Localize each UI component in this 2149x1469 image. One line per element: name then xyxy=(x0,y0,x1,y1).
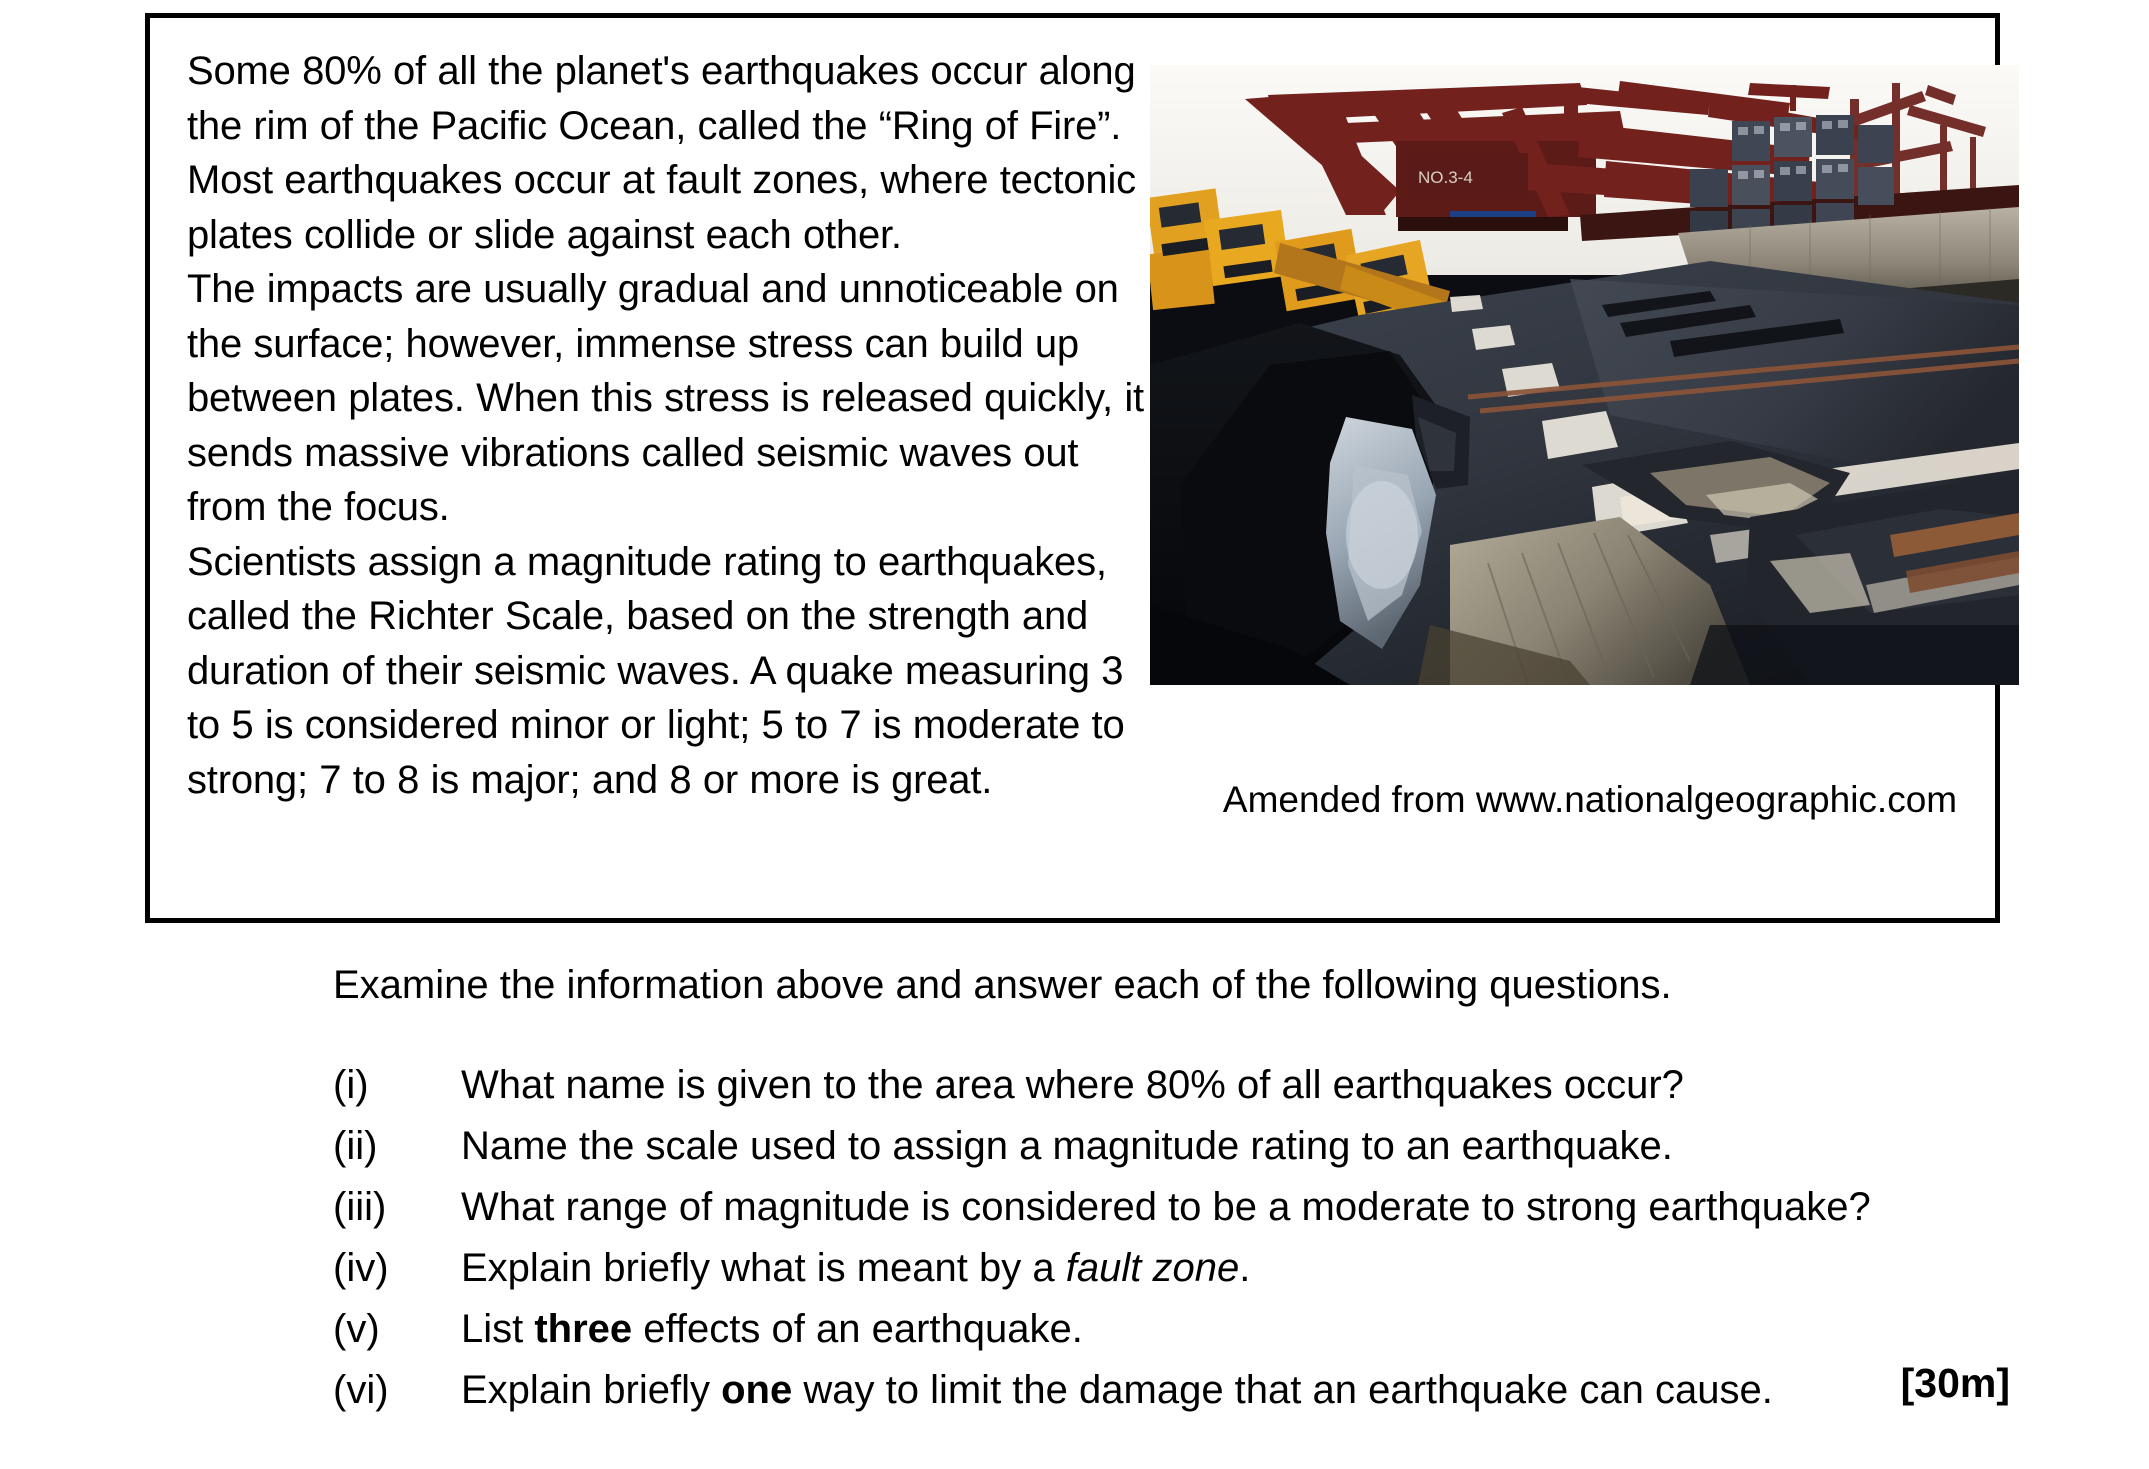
marks-allocation: [30m] xyxy=(1900,1360,2010,1406)
question-number: (ii) xyxy=(333,1124,378,1168)
question-item-i xyxy=(333,1056,2083,1114)
question-emphasis-term: one xyxy=(721,1368,793,1412)
question-text xyxy=(461,1239,2083,1297)
question-emphasis-term: fault zone xyxy=(1065,1246,1240,1290)
question-text-prefix: Name the scale used to assign a magnitude rating to an earthquake. xyxy=(461,1124,1673,1168)
question-text xyxy=(461,1056,2083,1114)
passage-text xyxy=(187,44,1162,807)
question-emphasis-term: three xyxy=(534,1307,633,1351)
question-text xyxy=(461,1178,2083,1236)
photo-caption: Amended from www.nationalgeographic.com xyxy=(1222,779,1958,820)
svg-text:NO.3-4: NO.3-4 xyxy=(1418,168,1473,187)
passage-paragraph-2: The impacts are usually gradual and unnoticeable on the surface; however, immense stress can build up between plates. When this stress is released quickly, it sends massive vibrations called seismic waves out from the focus. xyxy=(187,267,1144,529)
question-item-v xyxy=(333,1300,2083,1358)
earthquake-photo-image xyxy=(1150,65,2019,685)
question-text xyxy=(461,1300,2083,1358)
question-text-prefix: What range of magnitude is considered to be a moderate to strong earthquake? xyxy=(461,1185,1871,1229)
question-number: (i) xyxy=(333,1063,369,1107)
questions-lead-in: Examine the information above and answer each of the following questions. xyxy=(333,963,1672,1007)
question-item-iv xyxy=(333,1239,2083,1297)
question-number: (v) xyxy=(333,1307,380,1351)
question-text-prefix: Explain briefly what is meant by a xyxy=(461,1246,1066,1290)
earthquake-photo xyxy=(1150,65,2019,685)
question-number: (iv) xyxy=(333,1246,389,1290)
question-text-suffix: way to limit the damage that an earthquake can cause. xyxy=(792,1368,1773,1412)
question-text xyxy=(461,1117,2083,1175)
question-number: (iii) xyxy=(333,1185,387,1229)
question-text-prefix: Explain briefly xyxy=(461,1368,722,1412)
stimulus-source-box xyxy=(145,13,2000,923)
question-item-ii xyxy=(333,1117,2083,1175)
question-item-iii xyxy=(333,1178,2083,1236)
question-text-prefix: List xyxy=(461,1307,535,1351)
passage-paragraph-1: Some 80% of all the planet's earthquakes occur along the rim of the Pacific Ocean, called the “Ring of Fire”. Most earthquakes occur at fault zones, where tectonic plates collide or slide against each other. xyxy=(187,49,1136,257)
question-text-suffix: . xyxy=(1239,1246,1251,1290)
question-number: (vi) xyxy=(333,1368,389,1412)
passage-paragraph-3: Scientists assign a magnitude rating to earthquakes, called the Richter Scale, based on the strength and duration of their seismic waves. A quake measuring 3 to 5 is considered minor or light; 5 to 7 is moderate to strong; 7 to 8 is major; and 8 or more is great. xyxy=(187,539,1125,802)
question-text-prefix: What name is given to the area where 80% of all earthquakes occur? xyxy=(461,1063,1684,1107)
question-text-suffix: effects of an earthquake. xyxy=(632,1307,1083,1351)
